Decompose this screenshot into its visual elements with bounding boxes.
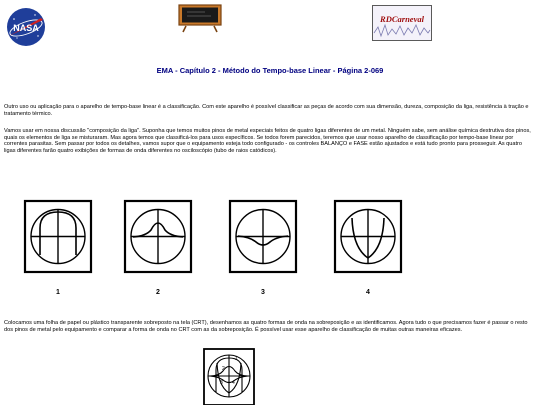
overlay-figure	[203, 348, 255, 405]
overlay-label-4: 4	[232, 380, 235, 386]
svg-text:RDCarneval: RDCarneval	[380, 14, 424, 24]
crt-screen-1	[25, 201, 91, 272]
overlay-label-1: 1	[235, 356, 238, 362]
paragraph-intro: Outro uso ou aplicação para o aparelho de tempo-base linear é a classificação. Com este aparelho é possível classificar as peças de acordo com sua dimensão, dureza, composição da liga, resistência à tração e tratamento térmico.	[4, 104, 529, 117]
rdcarneval-logo	[372, 5, 432, 41]
overlay-label-3: 3	[220, 380, 223, 386]
crt-screen-4	[335, 201, 401, 272]
figure-label-3: 3	[261, 289, 265, 296]
page-title: EMA - Capítulo 2 - Método do Tempo-base Linear - Página 2-069	[156, 66, 384, 75]
blackboard-icon	[177, 3, 223, 33]
overlay-label-2: 2	[222, 366, 225, 372]
svg-text:NASA: NASA	[13, 23, 39, 33]
crt-screen-3	[230, 201, 296, 272]
nasa-logo	[5, 6, 47, 48]
figure-label-1: 1	[56, 289, 60, 296]
figure-label-4: 4	[366, 289, 370, 296]
paragraph-overlay: Colocamos uma folha de papel ou plástico transparente sobreposto na tela (CRT), desenhamos as quatro formas de onda na sobreposição e as identificamos. Agora tudo o que precisamos fazer é passar o resto dos pinos de metal pelo equipamento e comparar a forma de onda no CRT com as da sobreposição. É possível usar esse aparelho de classificação de muitas outras maneiras eficazes.	[4, 320, 528, 333]
crt-screen-2	[125, 201, 191, 272]
paragraph-alloy-composition: Vamos usar em nossa discussão "composição da liga". Suponha que temos muitos pinos de metal especiais feitos de quatro ligas diferentes de um metal. Ninguém sabe, sem análise química destrutiva dos pinos, quais os elementos de liga se misturaram. Mas agora temos que classificá-los para usos específicos. Se todos forem parecidos, teremos que usar nosso aparelho de classificação por tempo-base linear por correntes parasitas. Sem passar por todos os detalhes, vamos supor que o equipamento esteja todo configurado - os controles BALANÇO e FASE estão ajustados e está tudo pronto para prosseguir. As quatro ligas diferentes farão quatro exibições de formas de onda diferentes no osciloscópio (tubo de raios catódicos).	[4, 128, 531, 154]
figure-label-2: 2	[156, 289, 160, 296]
waveform-figure	[20, 198, 420, 298]
